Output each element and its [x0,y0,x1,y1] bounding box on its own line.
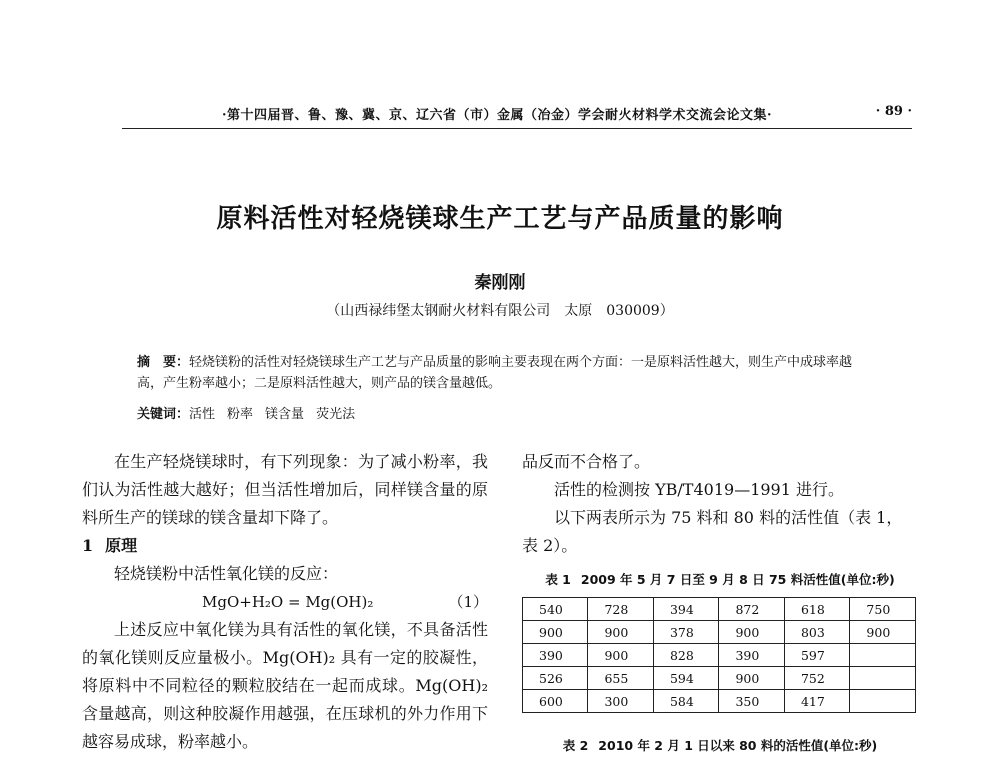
table-row [523,667,916,690]
table-cell: 900 [719,621,784,644]
table-cell: 594 [653,667,718,690]
equation-number: （1） [448,593,488,611]
table1-caption [522,570,918,588]
table-cell: 752 [784,667,849,690]
table-cell: 390 [719,644,784,667]
table-cell [850,667,916,690]
table-cell: 394 [653,598,718,621]
table-row [523,621,916,644]
table-cell: 750 [850,598,916,621]
section-title: 原理 [105,536,138,555]
table-cell: 300 [588,690,653,713]
table-cell: 597 [784,644,849,667]
table2-number: 表 2 [562,738,589,753]
table-cell: 728 [588,598,653,621]
table-cell: 900 [588,621,653,644]
header-page-number: · 89 · [875,104,912,119]
table2-caption [522,736,918,754]
left-column [82,448,488,756]
table-cell: 900 [850,621,916,644]
equation [82,588,488,616]
table-cell: 540 [523,598,588,621]
table1-caption-text: 2009 年 5 月 7 日至 9 月 8 日 75 料活性值(单位:秒) [580,572,895,587]
table-cell: 900 [523,621,588,644]
table-cell: 350 [719,690,784,713]
abstract-label: 摘 要： [137,355,190,370]
table-cell: 900 [588,644,653,667]
tables-intro-paragraph: 以下两表所示为 75 料和 80 料的活性值（表 1，表 2）。 [522,508,903,555]
section-number: 1 [82,536,94,555]
header-series-title: ·第十四届晋、鲁、豫、冀、京、辽六省（市）金属（冶金）学会耐火材料学术交流会论文集· [222,108,773,123]
keywords [137,404,877,425]
table-cell [850,690,916,713]
table-cell: 803 [784,621,849,644]
keyword: 粉率 [227,407,254,422]
table-cell: 378 [653,621,718,644]
keyword: 镁含量 [265,407,305,422]
keyword: 活性 [189,407,216,422]
author-affiliation: （山西禄纬堡太钢耐火材料有限公司 太原 030009） [326,303,674,319]
table-cell: 828 [653,644,718,667]
abstract [137,352,877,394]
equation-expression: MgO+H₂O = Mg(OH)₂ [202,593,374,611]
principle-paragraph: 上述反应中氧化镁为具有活性的氧化镁，不具备活性的氧化镁则反应量极小。Mg(OH)₂ 具有一定的胶凝性，将原料中不同粒径的颗粒胶结在一起而成球。Mg(OH)₂ 含量越高，则这种胶凝作用越强，在压球机的外力作用下越容易成球，粉率越小。 [82,620,488,751]
keywords-label: 关键词： [137,407,190,422]
table1-number: 表 1 [545,572,571,587]
table-cell: 900 [719,667,784,690]
table-row [523,644,916,667]
continued-paragraph: 品反而不合格了。 [522,452,651,471]
table1 [522,597,916,713]
abstract-text: 轻烧镁粉的活性对轻烧镁球生产工艺与产品质量的影响主要表现在两个方面：一是原料活性越大，则生产中成球率越高，产生粉率越小；二是原料活性越大，则产品的镁含量越低。 [137,355,853,391]
table-cell: 390 [523,644,588,667]
running-header [122,100,912,126]
table-cell: 872 [719,598,784,621]
keyword: 荧光法 [316,407,356,422]
table-row [523,598,916,621]
test-method-paragraph: 活性的检测按 YB/T4019—1991 进行。 [554,480,844,499]
right-column [522,448,918,560]
reaction-intro: 轻烧镁粉中活性氧化镁的反应： [114,564,339,583]
table-row [523,690,916,713]
table-cell: 417 [784,690,849,713]
table-cell: 584 [653,690,718,713]
table-cell: 655 [588,667,653,690]
table-cell: 600 [523,690,588,713]
intro-paragraph: 在生产轻烧镁球时，有下列现象：为了减小粉率，我们认为活性越大越好；但当活性增加后，同样镁含量的原料所生产的镁球的镁含量却下降了。 [82,452,488,527]
paper-title: 原料活性对轻烧镁球生产工艺与产品质量的影响 [216,204,784,234]
table2-caption-text: 2010 年 2 月 1 日以来 80 料的活性值(单位:秒) [598,738,878,753]
header-rule [122,128,912,129]
section-heading [82,532,488,560]
author-name: 秦刚刚 [474,273,526,293]
table-cell: 526 [523,667,588,690]
table-cell [850,644,916,667]
table-cell: 618 [784,598,849,621]
